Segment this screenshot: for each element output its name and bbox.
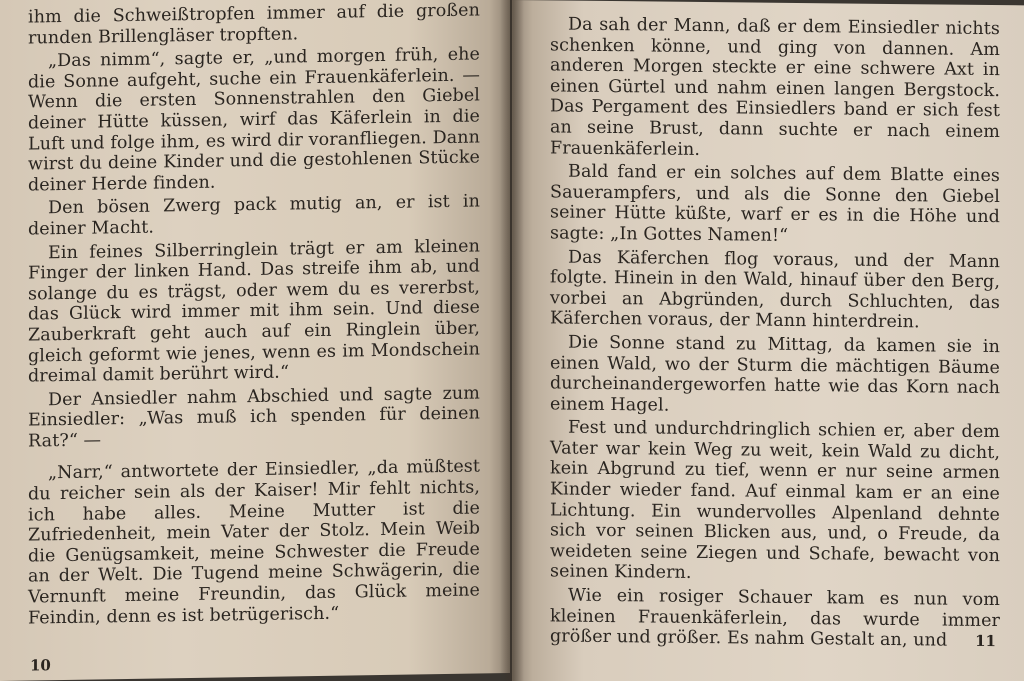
right-paragraph-5: Fest und undurchdringlich schien er, aber dem Vater war kein Weg zu weit, kein Wald zu dicht, kein Abgrund zu tief, wenn er nur seine armen Kinder wieder fand. Auf einmal kam er an eine Lichtung. Ein wundervolles Alpenland dehnte sich vor seinen Blicken aus, und, o Freude, da weideten seine Ziegen und Schafe, bewacht von seinen Kindern. [550,417,1000,584]
right-paragraph-2: Bald fand er ein solches auf dem Blatte eines Sauerampfers, und als die Sonne den Giebel seiner Hütte küßte, warf er es in die Höhe und sagte: „In Gottes Namen!“ [550,161,1000,246]
right-page [512,0,1024,681]
left-page [0,0,510,681]
left-paragraph-6: „Narr,“ antwortete der Einsiedler, „da müßtest du reicher sein als der Kaiser! Mir fehlt nichts, ich habe alles. Meine Mutter ist die Zufriedenheit, mein Vater der Stolz. Mein Weib die Genügsamkeit, meine Schwester die Freude an der Welt. Die Tugend meine Schwägerin, die Vernunft meine Freundin, das Glück meine Feindin, denn es ist betrügerisch.“ [28,456,480,629]
right-paragraph-4: Die Sonne stand zu Mittag, da kamen sie in einen Wald, wo der Sturm die mächtigen Bäume durcheinandergeworfen hatte wie das Korn nach einem Hagel. [550,332,1000,416]
right-paragraph-6: Wie ein rosiger Schauer kam es nun vom kleinen Frauenkäferlein, das wurde immer größer und größer. Es nahm Gestalt an, und [550,585,1000,651]
left-page-number: 10 [30,656,51,675]
right-page-number: 11 [975,631,996,651]
left-paragraph-2: „Das nimm“, sagte er, „und morgen früh, ehe die Sonne aufgeht, suche ein Frauenkäferlein. — Wenn die ersten Sonnenstrahlen den Giebel deiner Hütte küssen, wirf das Käferlein in die Luft und folge ihm, es wird dir voranfliegen. Dann wirst du deine Kinder und die gestohlenen Stücke deiner Herde finden. [28,44,480,196]
left-paragraph-5: Der Ansiedler nahm Abschied und sagte zum Einsiedler: „Was muß ich spenden für deinen Rat?“ — [28,383,480,452]
right-paragraph-3: Das Käferchen flog voraus, und der Mann folgte. Hinein in den Wald, hinauf über den Berg, vorbei an Abgründen, durch Schluchten, das Käferchen voraus, der Mann hinterdrein. [550,247,1000,333]
right-paragraph-1: Da sah der Mann, daß er dem Einsiedler nichts schenken könne, und ging von dannen. Am anderen Morgen steckte er eine schwere Axt in einen Gürtel und nahm einen langen Bergstock. Das Pergament des Einsiedlers band er sich fest an seine Brust, dann suchte er nach einem Frauenkäferlein. [550,14,1000,160]
left-paragraph-1: ihm die Schweißtropfen immer auf die großen runden Brillengläser tropften. [28,0,480,49]
left-paragraph-4: Ein feines Silberringlein trägt er am kleinen Finger der linken Hand. Das streife ihm ab, und solange du es trägst, oder wem du es vererbst, das Glück wird immer mit ihm sein. Und diese Zauberkraft geht auch auf ein Ringlein über, gleich geformt wie jenes, wenn es im Mondschein dreimal damit berührt wird.“ [28,235,480,387]
left-paragraph-3: Den bösen Zwerg pack mutig an, er ist in deiner Macht. [28,191,480,240]
